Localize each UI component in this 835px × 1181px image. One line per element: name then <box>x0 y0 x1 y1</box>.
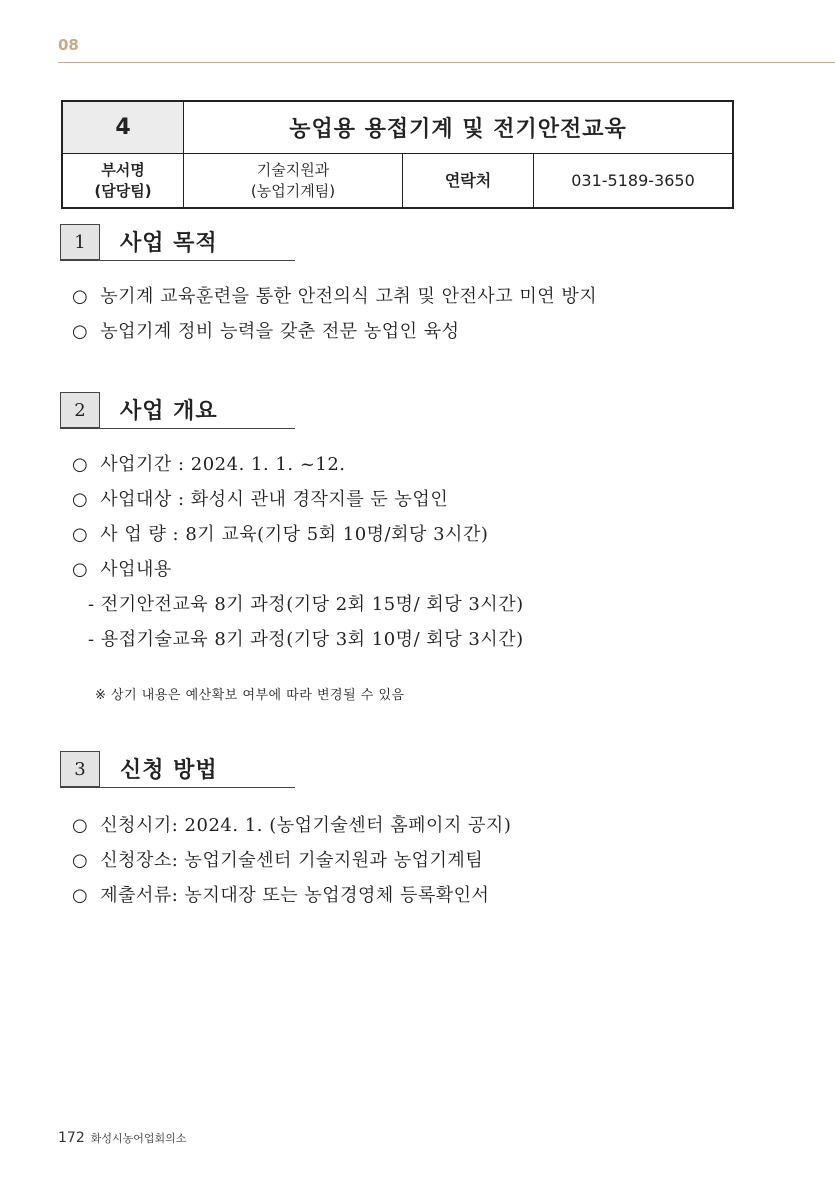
bullet-circle-icon: ○ <box>72 286 89 307</box>
contact-label: 연락처 <box>403 154 534 209</box>
section-overview-heading <box>60 392 295 429</box>
sub-list-item: - 전기안전교육 8기 과정(기당 2회 15명/ 회당 3시간) <box>88 594 524 615</box>
bullet-circle-icon: ○ <box>72 815 89 836</box>
dept-value <box>184 154 403 209</box>
list-item: ○ 농기계 교육훈련을 통한 안전의식 고취 및 안전사고 미연 방지 <box>72 286 598 307</box>
section-application-heading <box>60 751 295 788</box>
program-info-table <box>61 100 734 209</box>
bullet-circle-icon: ○ <box>72 559 89 580</box>
list-item: ○ 신청시기: 2024. 1. (농업기술센터 홈페이지 공지) <box>72 815 512 836</box>
dept-value-line2: (농업기계팀) <box>250 181 336 200</box>
page-footer <box>58 1130 186 1146</box>
list-item: ○ 농업기계 정비 능력을 갖춘 전문 농업인 육성 <box>72 321 460 342</box>
list-item: ○ 사 업 량 : 8기 교육(기당 5회 10명/회당 3시간) <box>72 524 489 545</box>
bullet-circle-icon: ○ <box>72 885 89 906</box>
list-item: ○ 사업대상 : 화성시 관내 경작지를 둔 농업인 <box>72 489 449 510</box>
dept-value-line1: 기술지원과 <box>256 160 330 179</box>
list-item: ○ 신청장소: 농업기술센터 기술지원과 농업기계팀 <box>72 850 484 871</box>
dept-label-line2: (담당팀) <box>94 181 152 200</box>
section-application-list <box>72 808 511 913</box>
footer-org: 화성시농어업회의소 <box>90 1132 187 1145</box>
dept-label-line1: 부서명 <box>101 160 145 179</box>
page-number: 172 <box>58 1130 85 1146</box>
dept-label <box>62 154 184 209</box>
section-number: 2 <box>60 392 100 428</box>
list-item: ○ 사업내용 <box>72 559 172 580</box>
contact-row <box>62 154 733 209</box>
contact-phone: 031-5189-3650 <box>534 154 734 209</box>
program-title: 농업용 용접기계 및 전기안전교육 <box>184 101 734 154</box>
bullet-circle-icon: ○ <box>72 489 89 510</box>
section-purpose-heading <box>60 224 295 261</box>
budget-note: ※ 상기 내용은 예산확보 여부에 따라 변경될 수 있음 <box>95 688 405 703</box>
chapter-number: 08 <box>58 36 79 54</box>
section-purpose-list <box>72 279 597 349</box>
section-title: 신청 방법 <box>120 758 218 783</box>
program-number: 4 <box>62 101 184 154</box>
list-item: ○ 사업기간 : 2024. 1. 1. ~12. <box>72 454 346 475</box>
bullet-circle-icon: ○ <box>72 524 89 545</box>
section-overview-list <box>72 447 524 657</box>
list-item: ○ 제출서류: 농지대장 또는 농업경영체 등록확인서 <box>72 885 490 906</box>
section-title: 사업 목적 <box>120 231 218 256</box>
bullet-circle-icon: ○ <box>72 454 89 475</box>
bullet-circle-icon: ○ <box>72 321 89 342</box>
section-number: 3 <box>60 751 100 787</box>
title-row <box>62 101 733 154</box>
sub-list-item: - 용접기술교육 8기 과정(기당 3회 10명/ 회당 3시간) <box>88 629 524 650</box>
header-rule <box>58 62 835 63</box>
bullet-circle-icon: ○ <box>72 850 89 871</box>
section-number: 1 <box>60 224 100 260</box>
section-title: 사업 개요 <box>120 399 218 424</box>
